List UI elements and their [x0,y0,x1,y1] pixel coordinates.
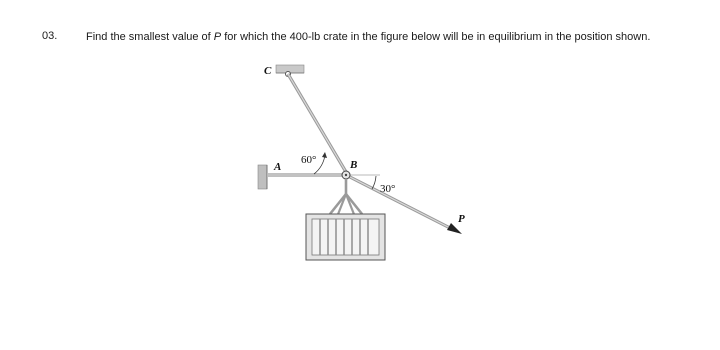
label-a: A [274,161,282,173]
angle-arrow-60 [322,152,327,158]
variable-p: P [213,31,222,43]
label-angle-30: 30° [380,183,396,195]
label-c: C [264,65,272,77]
question-text-end: for which the 400-lb crate in the figure below will be in equilibrium in the position shown. [221,31,651,43]
joint-b-center [345,174,347,176]
label-b: B [350,159,358,171]
question-text [86,29,696,46]
label-p: P [458,213,465,225]
label-angle-60: 60° [301,154,317,166]
cable-cb-highlight [288,74,346,172]
equilibrium-figure [250,55,480,270]
wall-support [258,165,267,189]
crate [306,214,385,260]
hanger-right [346,194,362,214]
hanger-left [330,194,346,214]
question-text-start: Find the smallest value of [86,31,214,43]
angle-arc-30 [372,176,376,189]
question-number: 03. [42,30,58,42]
